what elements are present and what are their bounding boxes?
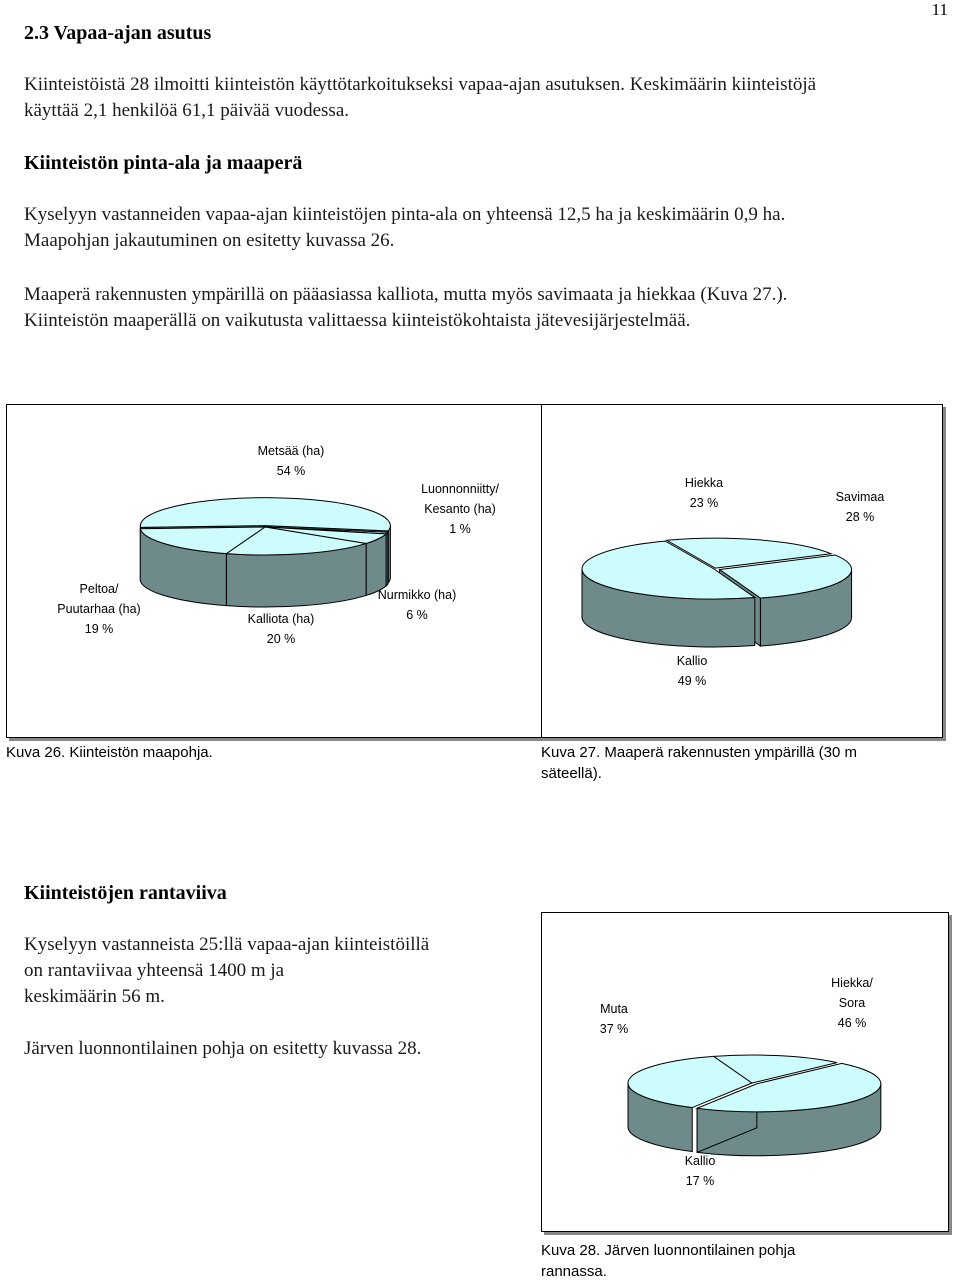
- chart-land-use: [6, 404, 544, 738]
- land-use-label-4: Peltoa/ Puutarhaa (ha) 19 %: [57, 582, 141, 636]
- caption-fig27: [541, 742, 941, 784]
- chart-soil: [541, 404, 943, 738]
- soil-paragraph: [24, 282, 954, 334]
- land-use-label-0: Metsää (ha) 54 %: [257, 444, 325, 478]
- caption-line: Kuva 28. Järven luonnontilainen pohja: [541, 1242, 796, 1259]
- chart-lake-bottom: [541, 912, 949, 1232]
- page-number: 11: [931, 0, 948, 19]
- caption-fig28: [541, 1240, 947, 1282]
- soil-label-2: Kallio 49 %: [676, 654, 708, 688]
- area-paragraph: [24, 202, 954, 254]
- text-line: Maapohjan jakautuminen on esitetty kuvassa 26.: [24, 230, 395, 251]
- chart-land-use-svg: [7, 405, 543, 737]
- text-line: keskimäärin 56 m.: [24, 986, 165, 1007]
- soil-label-1: Savimaa 28 %: [835, 490, 885, 524]
- caption-line: rannassa.: [541, 1263, 607, 1280]
- text-line: on rantaviivaa yhteensä 1400 m ja: [24, 960, 285, 981]
- land-use-label-2: Nurmikko (ha) 6 %: [377, 588, 457, 622]
- soil-label-0: Hiekka 23 %: [684, 476, 724, 510]
- caption-fig26: Kuva 26. Kiinteistön maapohja.: [6, 744, 213, 761]
- intro-paragraph: [24, 72, 954, 124]
- lake-bottom-paragraph: Järven luonnontilainen pohja on esitetty kuvassa 28.: [24, 1038, 422, 1059]
- chart-soil-svg: [542, 405, 942, 737]
- lake-bottom-label-0: Hiekka/ Sora 46 %: [831, 976, 873, 1030]
- lake-bottom-label-1: Muta 37 %: [599, 1002, 629, 1036]
- caption-line: Kuva 27. Maaperä rakennusten ympärillä (30 m: [541, 744, 857, 761]
- caption-line: säteellä).: [541, 765, 602, 782]
- shoreline-paragraph: [24, 932, 524, 1010]
- text-line: Maaperä rakennusten ympärillä on pääasiassa kalliota, mutta myös savimaata ja hiekkaa (Kuva 27.).: [24, 284, 788, 305]
- subsection-title-shoreline: Kiinteistöjen rantaviiva: [24, 882, 227, 904]
- text-line: Kiinteistöistä 28 ilmoitti kiinteistön käyttötarkoitukseksi vapaa-ajan asutuksen. Keskimäärin kiinteistöjä: [24, 74, 817, 95]
- text-line: Kyselyyn vastanneiden vapaa-ajan kiinteistöjen pinta-ala on yhteensä 12,5 ha ja keskimäärin 0,9 ha.: [24, 204, 786, 225]
- subsection-title-area: Kiinteistön pinta-ala ja maaperä: [24, 152, 303, 174]
- land-use-label-3: Kalliota (ha) 20 %: [247, 612, 315, 646]
- text-line: käyttää 2,1 henkilöä 61,1 päivää vuodessa.: [24, 100, 350, 121]
- chart-lake-bottom-svg: [542, 913, 948, 1231]
- section-title: 2.3 Vapaa-ajan asutus: [24, 22, 212, 44]
- text-line: Kiinteistön maaperällä on vaikutusta valittaessa kiinteistökohtaista jätevesijärjestelmää.: [24, 310, 691, 331]
- lake-bottom-label-2: Kallio 17 %: [684, 1154, 716, 1188]
- text-line: Kyselyyn vastanneista 25:llä vapaa-ajan kiinteistöillä: [24, 934, 430, 955]
- land-use-label-1: Luonnonniitty/ Kesanto (ha) 1 %: [421, 482, 499, 536]
